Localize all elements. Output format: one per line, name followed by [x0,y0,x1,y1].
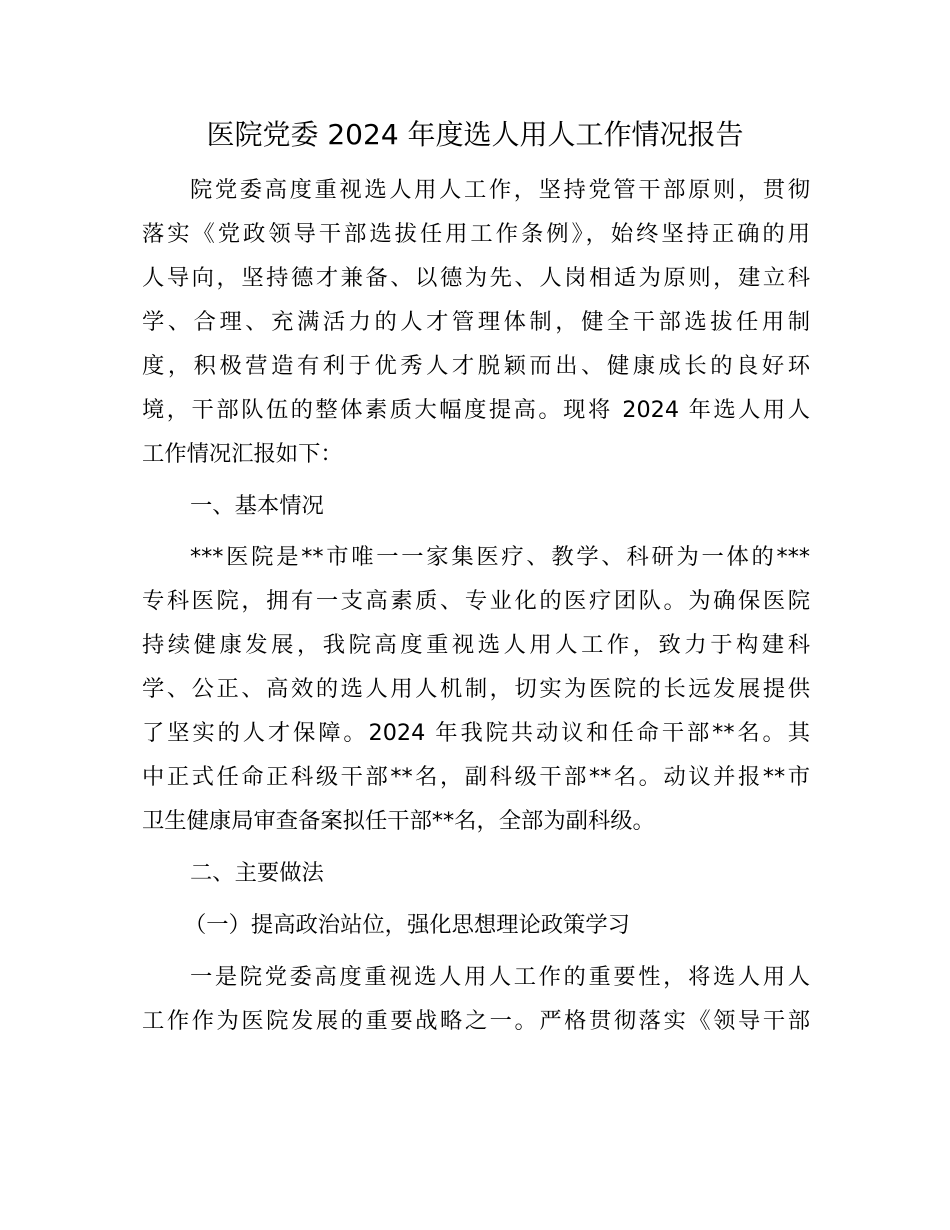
paragraph-line: 工作作为医院发展的重要战略之一。严格贯彻落实《领导干部 [142,1008,810,1034]
paragraph-line: 院党委高度重视选人用人工作，坚持党管干部原则，贯彻 [190,177,810,203]
section-heading-basic: 一、基本情况 [190,493,324,519]
paragraph-line: 一是院党委高度重视选人用人工作的重要性，将选人用人 [190,964,810,990]
section-heading-practices: 二、主要做法 [190,860,324,886]
paragraph-line: 了坚实的人才保障。2024 年我院共动议和任命干部**名。其 [142,720,810,746]
paragraph-line: 工作情况汇报如下： [142,441,343,467]
paragraph-line: ***医院是**市唯一一家集医疗、教学、科研为一体的*** [190,544,810,570]
paragraph-line: 卫生健康局审查备案拟任干部**名，全部为副科级。 [142,808,655,834]
paragraph-line: 落实《党政领导干部选拔任用工作条例》，始终坚持正确的用 [142,221,810,247]
paragraph-line: 境，干部队伍的整体素质大幅度提高。现将 2024 年选人用人 [142,397,810,423]
document-title: 医院党委 2024 年度选人用人工作情况报告 [206,118,744,151]
paragraph-line: 人导向，坚持德才兼备、以德为先、人岗相适为原则，建立科 [142,265,810,291]
subsection-heading: （一）提高政治站位，强化思想理论政策学习 [184,912,630,938]
paragraph-line: 学、合理、充满活力的人才管理体制，健全干部选拔任用制 [142,309,810,335]
paragraph-line: 持续健康发展，我院高度重视选人用人工作，致力于构建科 [142,632,810,658]
paragraph-line: 度，积极营造有利于优秀人才脱颖而出、健康成长的良好环 [142,353,810,379]
paragraph-line: 中正式任命正科级干部**名，副科级干部**名。动议并报**市 [142,764,810,790]
paragraph-line: 学、公正、高效的选人用人机制，切实为医院的长远发展提供 [142,676,810,702]
paragraph-line: 专科医院，拥有一支高素质、专业化的医疗团队。为确保医院 [142,588,810,614]
